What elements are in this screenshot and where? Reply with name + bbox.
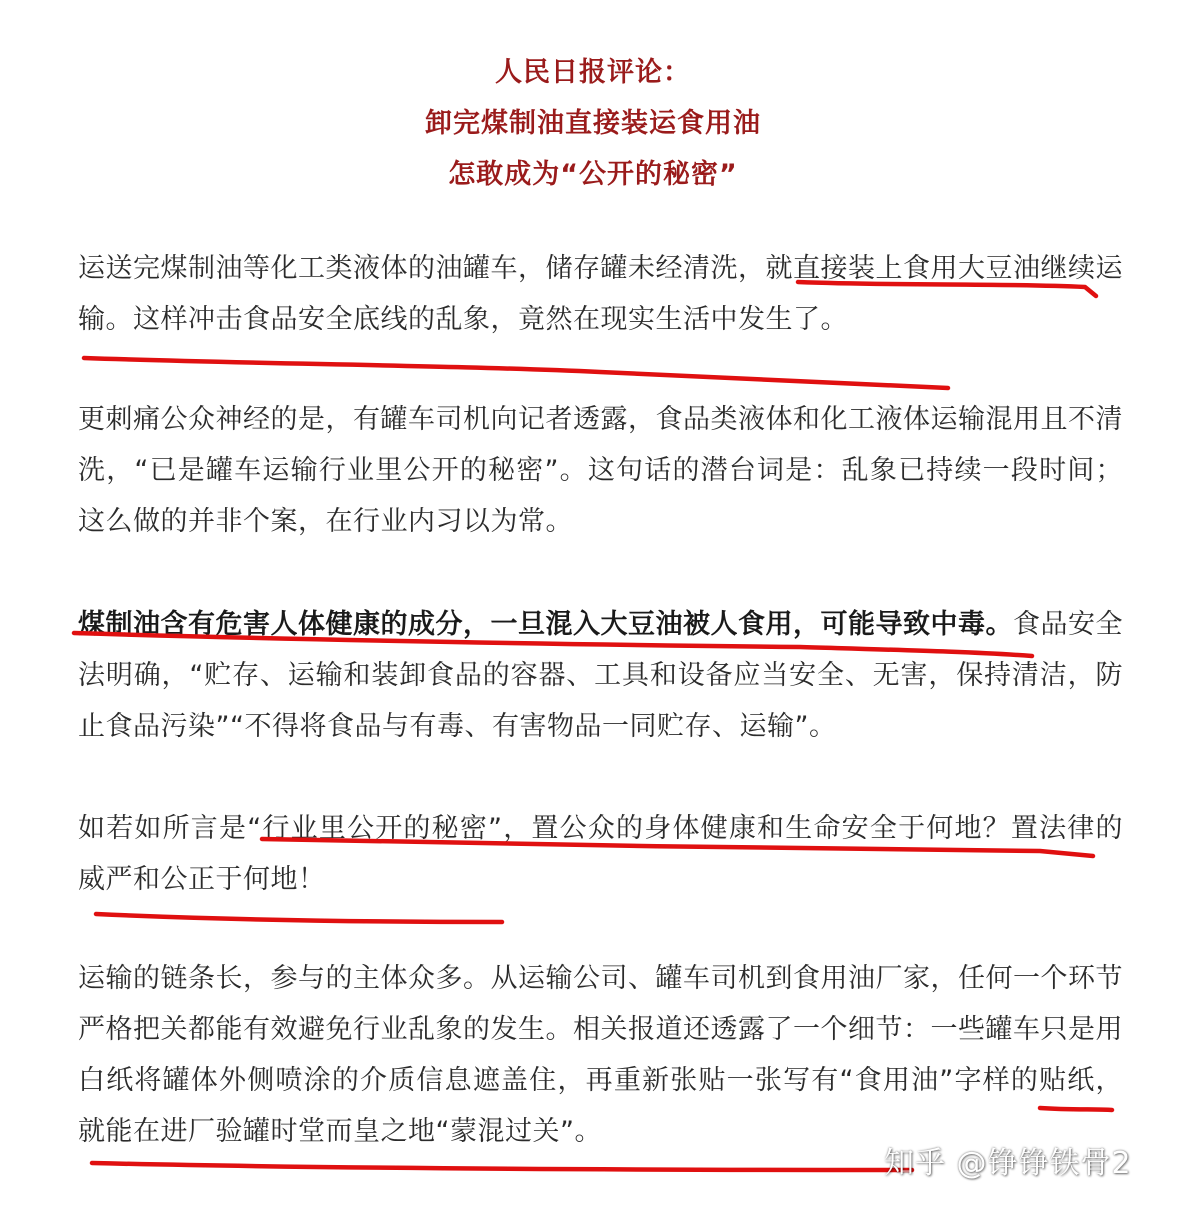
title-line-1: 人民日报评论： bbox=[495, 57, 691, 88]
paragraph-5: 运输的链条长，参与的主体众多。从运输公司、罐车司机到食用油厂家，任何一个环节严格把关都能有效避免行业乱象的发生。相关报道还透露了一个细节：一些罐车只是用白纸将罐体外侧喷涂的介质信息遮盖住，再重新张贴一张写有“食用油”字样的贴纸，就能在进厂验罐时堂而皇之地“蒙混过关”。 bbox=[78, 963, 1123, 1147]
title-line-2: 卸完煤制油直接装运食用油 bbox=[425, 108, 761, 139]
paragraph-3-bold: 煤制油含有危害人体健康的成分，一旦混入大豆油被人食用，可能导致中毒。 bbox=[78, 609, 1013, 640]
underline-mark bbox=[96, 914, 502, 922]
title-line-3: 怎敢成为“公开的秘密” bbox=[448, 159, 738, 190]
zhihu-watermark: 知乎 @铮铮铁骨2 bbox=[884, 1146, 1132, 1181]
paragraph-4: 如若如所言是“行业里公开的秘密”，置公众的身体健康和生命安全于何地？置法律的威严和公正于何地！ bbox=[78, 813, 1123, 895]
underline-mark bbox=[92, 1163, 912, 1170]
paragraph-3-rest: 食品安全法明确，“贮存、运输和装卸食品的容器、工具和设备应当安全、无害，保持清洁，防止食品污染”“不得将食品与有毒、有害物品一同贮存、运输”。 bbox=[78, 609, 1123, 742]
paragraph-3 bbox=[78, 599, 1123, 752]
paragraph-2: 更刺痛公众神经的是，有罐车司机向记者透露，食品类液体和化工液体运输混用且不清洗，“已是罐车运输行业里公开的秘密”。这句话的潜台词是：乱象已持续一段时间；这么做的并非个案，在行业内习以为常。 bbox=[78, 404, 1123, 537]
underline-mark bbox=[84, 358, 948, 388]
paragraph-1: 运送完煤制油等化工类液体的油罐车，储存罐未经清洗，就直接装上食用大豆油继续运输。这样冲击食品安全底线的乱象，竟然在现实生活中发生了。 bbox=[78, 253, 1123, 335]
